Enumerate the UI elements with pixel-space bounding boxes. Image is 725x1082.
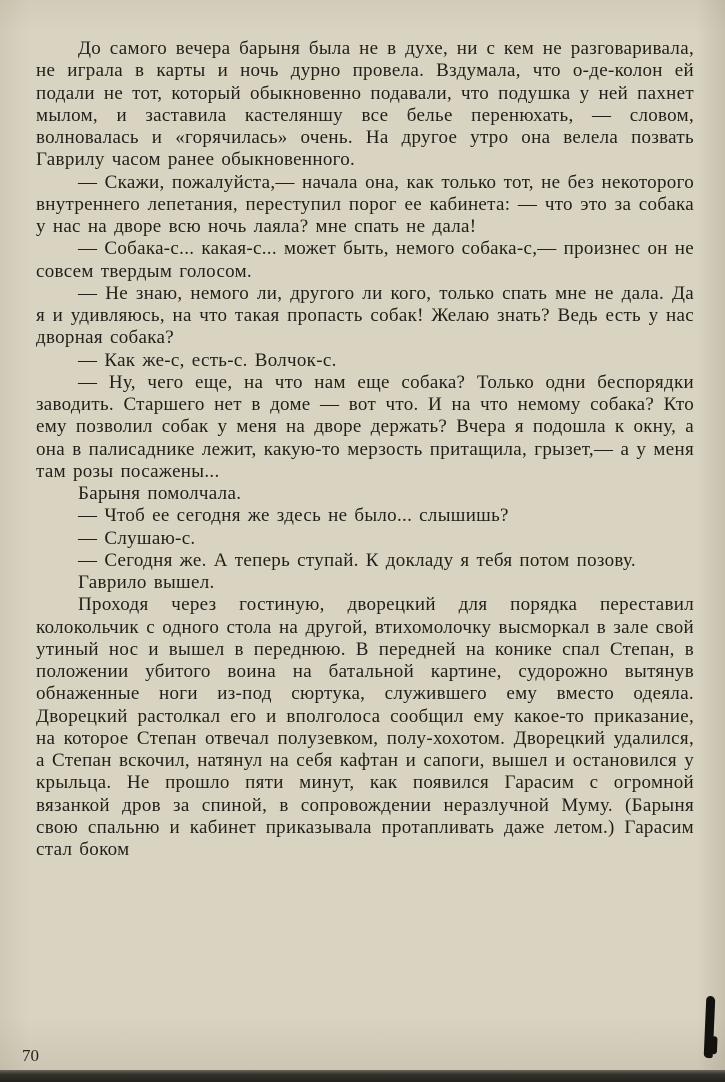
paragraph: Проходя через гостиную, дворецкий для порядка переставил колокольчик с одного стола на другой, втихомолочку высморкал в зале свой утиный нос и вышел в переднюю. В передней на конике спал Степан, в положении убитого воина на батальной картине, судорожно вытянув обнаженные ноги из-под сюртука, служившего ему вместо одеяла. Дворецкий растолкал его и вполголоса сообщил ему какое-то приказание, на которое Степан отвечал полузевком, полу-хохотом. Дворецкий удалился, а Степан вскочил, натянул на себя кафтан и сапоги, вышел и остановился у крыльца. Не прошло пяти минут, как появился Гарасим с огромной вязанкой дров за спиной, в сопровождении неразлучной Муму. (Барыня свою спальню и кабинет приказывала протапливать даже летом.) Гарасим стал боком (36, 594, 694, 860)
paragraph: — Ну, чего еще, на что нам еще собака? Только одни беспорядки заводить. Старшего нет в доме — вот что. И на что немому собака? Кто ему позволил собак у меня на дворе держать? Вчера я подошла к окну, а она в палисаднике лежит, какую-то мерзость притащила, грызет,— а у меня там розы посажены... (36, 371, 694, 482)
paragraph: — Слушаю-с. (78, 527, 196, 549)
paragraph: До самого вечера барыня была не в духе, ни с кем не разговаривала, не играла в карты и ночь дурно провела. Вздумала, что о-де-колон ей подали не тот, который обыкновенно подавали, что подушка у ней пахнет мылом, и заставила кастеляншу все белье перенюхать, — словом, волновалась и «горячилась» очень. На другое утро она велела позвать Гаврилу часом ранее обыкновенного. (36, 38, 694, 171)
page-number: 70 (22, 1046, 39, 1065)
text-block (36, 38, 694, 861)
paragraph: — Не знаю, немого ли, другого ли кого, только спать мне не дала. Да я и удивляюсь, на что такая пропасть собак! Желаю знать? Ведь есть у нас дворная собака? (36, 282, 694, 349)
paragraph: — Сегодня же. А теперь ступай. К докладу я тебя потом позову. (78, 549, 636, 571)
paragraph: Барыня помолчала. (78, 483, 242, 504)
scan-edge-bottom (0, 1070, 725, 1082)
ink-mark (704, 996, 716, 1058)
paragraph: — Скажи, пожалуйста,— начала она, как только тот, не без некоторого внутреннего лепетания, переступил порог ее кабинета: — что это за собака у нас на дворе всю ночь лаяла? мне спать не дала! (36, 171, 694, 237)
paragraph: — Как же-с, есть-с. Волчок-с. (78, 349, 337, 371)
paragraph: Гаврило вышел. (78, 572, 215, 593)
paragraph: — Чтоб ее сегодня же здесь не было... слышишь? (78, 505, 509, 527)
paragraph: — Собака-с... какая-с... может быть, немого собака-с,— произнес он не совсем твердым голосом. (36, 238, 694, 282)
